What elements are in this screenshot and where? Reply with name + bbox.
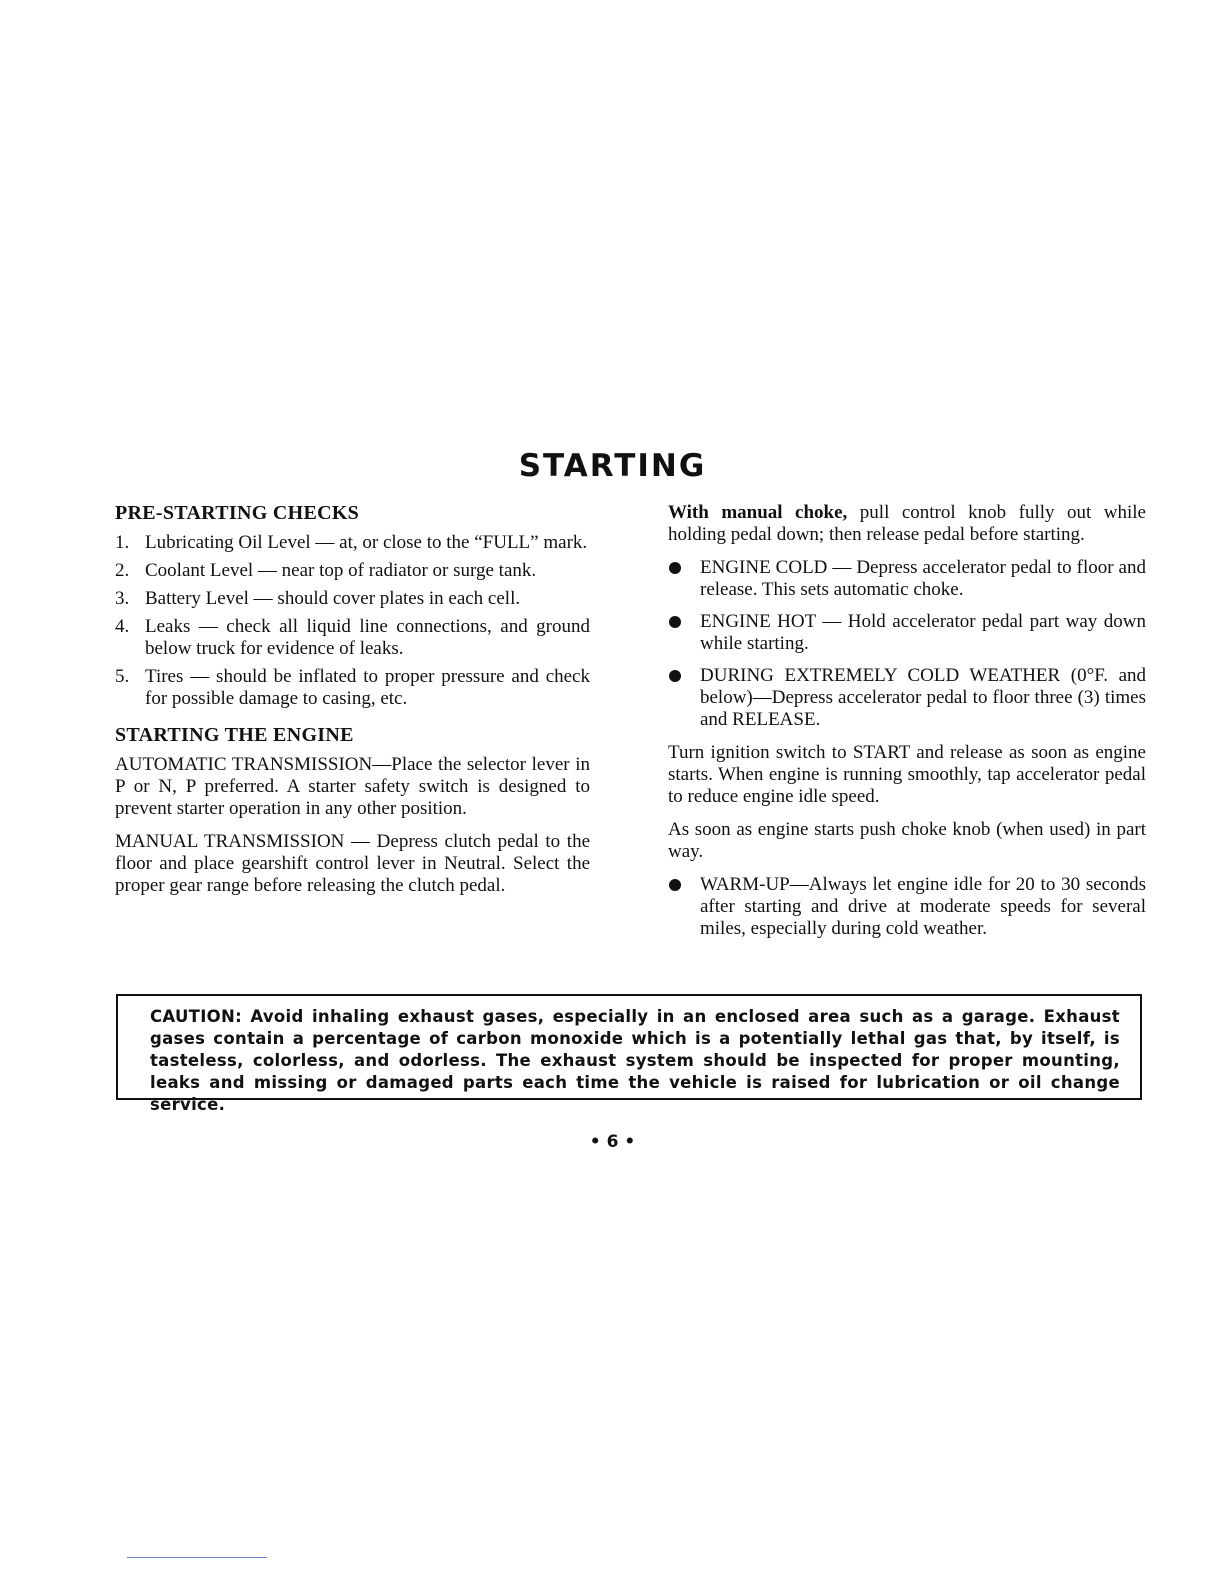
bullet-icon bbox=[669, 670, 681, 682]
manual-choke-text: pull control knob fully out while holding pedal down; then release pedal before starting. bbox=[668, 502, 1146, 545]
item-text: Lubricating Oil Level — at, or close to the “FULL” mark. bbox=[145, 532, 588, 553]
item-text: Leaks — check all liquid line connections, and ground below truck for evidence of leaks. bbox=[145, 616, 590, 659]
bullet-icon bbox=[669, 879, 681, 891]
right-column bbox=[668, 502, 1146, 951]
page-number: • 6 • bbox=[589, 1132, 636, 1152]
checklist-item bbox=[115, 666, 590, 710]
bullet-text: ENGINE COLD — Depress accelerator pedal to floor and release. This sets automatic choke. bbox=[700, 557, 1146, 600]
bullet-item bbox=[668, 665, 1146, 731]
bullet-icon bbox=[669, 616, 681, 628]
bullet-text: ENGINE HOT — Hold accelerator pedal part way down while starting. bbox=[700, 611, 1146, 654]
bullet-text: DURING EXTREMELY COLD WEATHER (0°F. and below)—Depress accelerator pedal to floor three (3) times and RELEASE. bbox=[700, 665, 1146, 730]
item-text: Coolant Level — near top of radiator or surge tank. bbox=[145, 560, 537, 581]
item-text: Tires — should be inflated to proper pressure and check for possible damage to casing, etc. bbox=[145, 666, 590, 709]
manual-choke-paragraph bbox=[668, 502, 1146, 546]
checklist-item bbox=[115, 588, 590, 610]
pre-starting-checklist bbox=[115, 532, 590, 710]
left-column bbox=[115, 502, 590, 908]
warmup-list bbox=[668, 874, 1146, 940]
checklist-item bbox=[115, 532, 590, 554]
manual-choke-lead: With manual choke, bbox=[668, 502, 848, 523]
footer-divider bbox=[127, 1557, 267, 1558]
bullet-item bbox=[668, 611, 1146, 655]
caution-box: CAUTION: Avoid inhaling exhaust gases, especially in an enclosed area such as a garage. Exhaust gases contain a percentage of carbon monoxide which is a potentially lethal gas that, by itself, is tasteless, colorless, and odorless. The exhaust system should be inspected for proper mounting, leaks and missing or damaged parts each time the vehicle is raised for lubrication or oil change service. bbox=[116, 994, 1142, 1100]
page-title: STARTING bbox=[518, 448, 707, 484]
item-number: 3. bbox=[115, 588, 130, 609]
checklist-item bbox=[115, 616, 590, 660]
item-text: Battery Level — should cover plates in each cell. bbox=[145, 588, 521, 609]
item-number: 2. bbox=[115, 560, 130, 581]
bullet-text: WARM-UP—Always let engine idle for 20 to 30 seconds after starting and drive at moderate speeds for several miles, especially during cold weather. bbox=[700, 874, 1146, 939]
starting-engine-heading: STARTING THE ENGINE bbox=[115, 724, 354, 746]
pre-starting-heading: PRE-STARTING CHECKS bbox=[115, 502, 360, 524]
bullet-item bbox=[668, 874, 1146, 940]
engine-condition-list bbox=[668, 557, 1146, 731]
manual-transmission-paragraph: MANUAL TRANSMISSION — Depress clutch pedal to the floor and place gearshift control lever in Neutral. Select the proper gear range before releasing the clutch pedal. bbox=[115, 831, 590, 896]
item-number: 5. bbox=[115, 666, 130, 687]
ignition-paragraph: Turn ignition switch to START and release as soon as engine starts. When engine is running smoothly, tap accelerator pedal to reduce engine idle speed. bbox=[668, 742, 1146, 807]
item-number: 4. bbox=[115, 616, 130, 637]
item-number: 1. bbox=[115, 532, 130, 553]
choke-push-paragraph: As soon as engine starts push choke knob (when used) in part way. bbox=[668, 819, 1146, 862]
checklist-item bbox=[115, 560, 590, 582]
automatic-transmission-paragraph: AUTOMATIC TRANSMISSION—Place the selector lever in P or N, P preferred. A starter safety switch is designed to prevent starter operation in any other position. bbox=[115, 754, 590, 819]
bullet-item bbox=[668, 557, 1146, 601]
bullet-icon bbox=[669, 562, 681, 574]
